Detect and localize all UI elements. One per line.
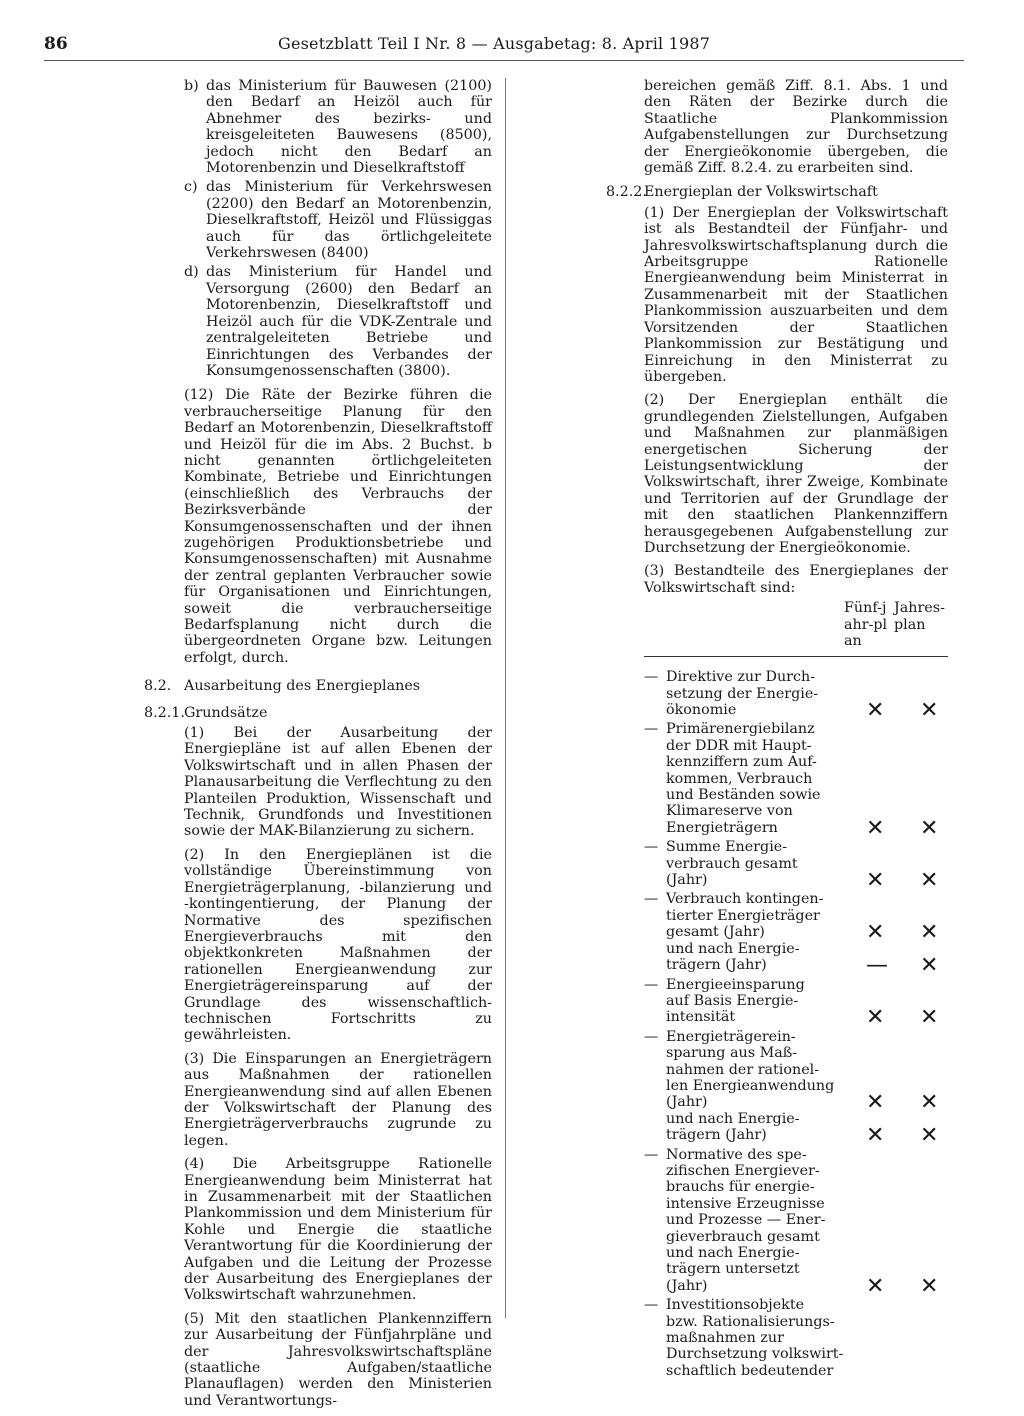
fuenfjahrplan-mark: ✕: [866, 1273, 885, 1299]
column-header-jahresplan: [894, 600, 954, 633]
paragraph-2: (2) In den Energieplänen ist die vollständige Übereinstimmung von Energieträgerplanung, -bilanzierung und -kontingentierung, der Planung der Normative des spezifischen Energieverbrauchs mit den objektkonkreten Maßnahmen der rationellen Energieanwendung zur Energieträgereinsparung auf der Grundlage des wissenschaftlich-technischen Fortschritts zu gewährleisten.: [184, 846, 492, 1044]
jahresplan-mark: ✕: [920, 1090, 939, 1116]
fuenfjahrplan-mark: ✕: [866, 697, 885, 723]
table-header: [644, 600, 948, 657]
row-text-line: Energieträgern: [666, 819, 778, 836]
row-text-line: und Beständen sowie: [666, 787, 821, 804]
row-text-line: Investitionsobjekte: [666, 1297, 805, 1314]
column-divider: [505, 78, 506, 1318]
item-label: b): [184, 78, 199, 94]
row-text-line: trägern untersetzt: [666, 1261, 800, 1278]
jahresplan-mark: ✕: [920, 1273, 939, 1299]
row-text-line: Durchsetzung volkswirt-: [666, 1346, 844, 1363]
paragraph-3: (3) Die Einsparungen an Energieträgern aus Maßnahmen der rationellen Energieanwendung sind auf allen Ebenen der Volkswirtschaft der Planung des Energieträgerverbrauchs zugrunde zu legen.: [184, 1050, 492, 1149]
table-row: [644, 721, 939, 841]
row-dash: —: [644, 721, 659, 738]
row-text-line: (Jahr): [666, 872, 708, 889]
table-rows: [644, 669, 948, 1379]
row-text-line: und nach Energie-: [666, 1245, 800, 1261]
table-row: [644, 891, 939, 979]
table-row: [644, 1146, 939, 1299]
header-rule: [44, 60, 964, 61]
row-text-line: der DDR mit Haupt-: [666, 737, 812, 754]
fuenfjahrplan-mark: ✕: [866, 868, 885, 894]
row-dash: —: [644, 1146, 659, 1163]
fuenfjahrplan-mark: ✕: [866, 920, 885, 946]
row-text-line: Klimareserve von: [666, 803, 793, 820]
row-text-line: und Prozesse — Ener-: [666, 1212, 826, 1229]
row-dash: —: [644, 839, 659, 856]
fuenfjahrplan-mark: ✕: [866, 1123, 885, 1149]
row-text-line: Summe Energie-: [666, 839, 788, 856]
section-heading-8-2-2: [606, 184, 948, 201]
section-title: Energieplan der Volkswirtschaft: [644, 184, 878, 201]
item-label: d): [184, 264, 199, 281]
column-header-fuenfjahrplan: [844, 600, 894, 649]
item-text: das Ministerium für Handel und Versorgung (2600) den Bedarf an Motorenbenzin, Dieselkraftstoff und Heizöl auch für die VDK-Zentrale und zentralgeleiteten Betriebe und Einrichtungen des Verbandes der Konsumgenossenschaften (3800).: [206, 264, 492, 379]
right-column: [606, 78, 948, 1382]
row-text-line: schaftlich bedeutender: [666, 1362, 834, 1379]
row-text-line: Verbrauch kontingen-: [666, 891, 824, 908]
row-text-line: maßnahmen zur: [666, 1330, 784, 1347]
jahresplan-mark: ✕: [920, 953, 939, 979]
section-heading-8-2-1: [144, 704, 492, 721]
table-row: [644, 976, 939, 1031]
row-text-line: ökonomie: [666, 702, 737, 718]
row-dash: —: [644, 669, 659, 686]
row-text-line: trägern (Jahr): [666, 1127, 767, 1144]
table-row: [644, 839, 939, 894]
fuenfjahrplan-mark: —: [866, 953, 888, 979]
row-text-line: bzw. Rationalisierungs-: [666, 1313, 835, 1330]
row-text-line: gieverbrauch gesamt: [666, 1228, 820, 1245]
section-number: 8.2.: [144, 678, 172, 695]
table-row: [644, 1297, 846, 1379]
row-text-line: (Jahr): [666, 1094, 708, 1111]
jahresplan-mark: ✕: [920, 920, 939, 946]
jahresplan-mark: ✕: [920, 1123, 939, 1149]
paragraph-5: (5) Mit den staatlichen Plankennziffern zur Ausarbeitung der Fünfjahrpläne und der Jahresvolkswirtschaftspläne (staatliche Aufgaben/staatliche Planauflagen) werden den Ministerien und Verantwortungs-: [184, 1310, 492, 1409]
running-title: Gesetzblatt Teil I Nr. 8 — Ausgabetag: 8. April 1987: [278, 34, 711, 53]
row-text-line: und nach Energie-: [666, 940, 800, 957]
section-heading-8-2: [144, 678, 492, 695]
continuation-text: bereichen gemäß Ziff. 8.1. Abs. 1 und den Räten der Bezirke durch die Staatliche Plankommission Aufgabenstellungen zur Durchsetzung der Energieökonomie übergeben, die gemäß Ziff. 8.2.4. zu erarbeiten sind.: [644, 78, 948, 177]
row-text-line: nahmen der rationel-: [666, 1061, 820, 1078]
paragraph-1: (1) Der Energieplan der Volkswirtschaft ist als Bestandteil der Fünfjahr- und Jahresvolkswirtschaftsplanung durch die Arbeitsgruppe Rationelle Energieanwendung beim Ministerrat in Zusammenarbeit mit der Staatlichen Plankommission auszuarbeiten und dem Vorsitzenden der Staatlichen Plankommission zur Bestätigung und Einreichung in den Ministerrat zu übergeben.: [644, 204, 948, 385]
row-text-line: Normative des spe-: [666, 1146, 807, 1163]
header-text: Fünf-jahr-plan: [844, 600, 888, 649]
fuenfjahrplan-mark: ✕: [866, 1005, 885, 1031]
paragraph-2: (2) Der Energieplan enthält die grundlegenden Zielstellungen, Aufgaben und Maßnahmen zur planmäßigen energetischen Sicherung der Leistungsentwicklung der Volkswirtschaft, ihrer Zweige, Kombinate und Territorien auf der Grundlage der mit den staatlichen Plankennziffern herausgegebenen Aufgabenstellung zur Durchsetzung der Energieökonomie.: [644, 392, 948, 556]
section-title: Grundsätze: [184, 704, 268, 721]
row-text-line: intensität: [666, 1009, 736, 1026]
row-text-line: und nach Energie-: [666, 1110, 800, 1127]
item-text: das Ministerium für Verkehrswesen (2200) den Bedarf an Motorenbenzin, Dieselkraftstoff, Heizöl und Flüssiggas auch für das örtlichgeleitete Verkehrswesen (8400): [206, 179, 492, 262]
paragraph-4: (4) Die Arbeitsgruppe Rationelle Energieanwendung beim Ministerrat hat in Zusammenarbeit mit der Staatlichen Plankommission und dem Ministerium für Kohle und Energie die staatliche Verantwortung für die Koordinierung der Aufgaben und die Leitung der Prozesse der Ausarbeitung des Energieplanes der Volkswirtschaft wahrzunehmen.: [184, 1156, 492, 1304]
row-text-line: zifischen Energiever-: [666, 1162, 820, 1179]
table-row: [644, 1028, 939, 1149]
row-text-line: auf Basis Energie-: [666, 992, 799, 1009]
row-text-line: Energieeinsparung: [666, 976, 805, 993]
row-text-line: Direktive zur Durch-: [666, 669, 816, 686]
jahresplan-mark: ✕: [920, 697, 939, 723]
row-text-line: trägern (Jahr): [666, 957, 767, 974]
paragraph-3: (3) Bestandteile des Energieplanes der Volkswirtschaft sind:: [644, 563, 948, 596]
list-item-b: [184, 78, 492, 176]
row-text-line: brauchs für energie-: [666, 1179, 815, 1196]
row-text-line: (Jahr): [666, 1277, 708, 1294]
section-title: Ausarbeitung des Energieplanes: [184, 678, 421, 695]
header-text: Jahres-plan: [894, 600, 945, 633]
item-label: c): [184, 179, 198, 196]
table-row: [644, 669, 939, 723]
item-text: das Ministerium für Bauwesen (2100) den Bedarf an Heizöl auch für Abnehmer des bezirks- und kreisgeleiteten Bauwesens (8500), jedoch nicht den Bedarf an Motorenbenzin und Dieselkraftstoff: [206, 78, 492, 177]
row-dash: —: [644, 1028, 659, 1045]
jahresplan-mark: ✕: [920, 815, 939, 841]
paragraph-12: (12) Die Räte der Bezirke führen die verbraucherseitige Planung für den Bedarf an Motorenbenzin, Dieselkraftstoff und Heizöl für die im Abs. 2 Buchst. b nicht genannten örtlichgeleiteten Kombinate, Betriebe und Einrichtungen (einschließlich des Verbrauchs der Bezirksverbände der Konsumgenossenschaften und der ihnen zugehörigen Produktionsbetriebe und Konsumgenossenschaften) mit Ausnahme der zentral geplanten Verbraucher sowie für Organisationen und Einrichtungen, soweit die verbraucherseitige Bedarfsplanung nicht durch die übergeordneten Organe bzw. Leitungen erfolgt, durch.: [184, 387, 492, 666]
row-text-line: setzung der Energie-: [666, 685, 819, 702]
list-item-d: [184, 264, 492, 379]
section-number: 8.2.1.: [144, 704, 185, 721]
row-text-line: verbrauch gesamt: [666, 855, 798, 872]
list-item-c: [184, 179, 492, 261]
row-text-line: sparung aus Maß-: [666, 1045, 798, 1062]
jahresplan-mark: ✕: [920, 1005, 939, 1031]
row-dash: —: [644, 1297, 659, 1314]
row-text-line: len Energieanwendung: [666, 1077, 835, 1094]
row-text-line: tierter Energieträger: [666, 907, 820, 924]
row-dash: —: [644, 891, 659, 908]
paragraph-1: (1) Bei der Ausarbeitung der Energiepläne ist auf allen Ebenen der Volkswirtschaft und in allen Phasen der Planausarbeitung die Verflechtung zu den Planteilen Produktion, Wissenschaft und Technik, Grundfonds und Investitionen sowie der MAK-Bilanzierung zu sichern.: [184, 725, 492, 840]
row-text-line: intensive Erzeugnisse: [666, 1195, 825, 1212]
section-number: 8.2.2.: [606, 184, 647, 201]
left-column: [144, 78, 492, 1416]
fuenfjahrplan-mark: ✕: [866, 815, 885, 841]
row-dash: —: [644, 976, 659, 993]
page-number: 86: [44, 34, 68, 54]
fuenfjahrplan-mark: ✕: [866, 1090, 885, 1116]
row-text-line: Primärenergiebilanz: [666, 721, 815, 738]
jahresplan-mark: ✕: [920, 868, 939, 894]
row-text-line: Energieträgerein-: [666, 1028, 796, 1045]
row-text-line: kommen, Verbrauch: [666, 770, 813, 787]
row-text-line: gesamt (Jahr): [666, 924, 765, 941]
row-text-line: kennziffern zum Auf-: [666, 754, 817, 771]
